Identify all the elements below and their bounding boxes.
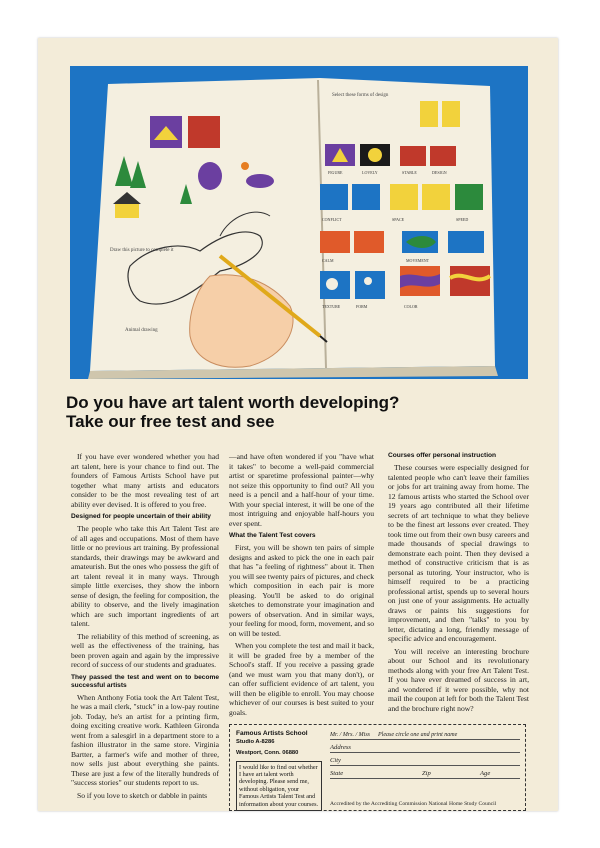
col1-subheading: Designed for people uncertain of their ability	[71, 513, 211, 520]
coupon-request-text: I would like to find out whether I have art talent worth developing. Please send me, without obligation, your Famous Artists Talent Test and information about your courses.	[236, 761, 322, 811]
accreditation-note: Accredited by the Accrediting Commission National Home Study Council	[330, 801, 497, 807]
col2-paragraph: When you complete the test and mail it back, it will be graded free by a member of the School's staff. If you receive a passing grade (and we must warn you that many don't), or can offer sufficient evidence of art talent, you will then be eligible to enroll. You may choose whichever of our courses is best suited to your goals.	[229, 641, 374, 717]
coupon-school-name: Famous Artists School	[236, 730, 308, 737]
thumbnail-label: FIGURE	[328, 170, 343, 175]
col2-subheading: What the Talent Test covers	[229, 532, 316, 539]
coupon-address: Westport, Conn. 06880	[236, 750, 299, 757]
col1-paragraph: When Anthony Fotia took the Art Talent Test, he was a mail clerk, "stuck" in a low-pay routine job. Today, he's an artist for a printing firm, doing exciting creative work. Kathleen Gironda went from a salesgirl in a department store to a fashion illustrator in the same store. Virginia Bartter, a farmer's wife and mother of three, now sells just about everything she paints. These are just a few of the literally hundreds of "success stories" our students report to us.	[71, 692, 219, 787]
headline-line-2: Take our free test and see	[66, 412, 275, 431]
col3-paragraph: These courses were especially designed for talented people who can't leave their families or jobs for art training away from home. The 12 famous artists who started the School over 19 years ago contributed all their lifetime secrets of art technique to what they believe to be the finest art lessons ever created. They took time out from their own busy careers and made thousands of special drawings to demonstrate each point. Then they devised a method of constructive criticism that is as personal as tutoring. Your instructor, who is himself required to be a practicing professional artist, spends up to several hours on just one of your assignments. He actually draws or paints his suggestions for improvement, and then "talks" to you by letter, dictating a long, friendly message of specific advice and encouragement.	[388, 463, 529, 643]
zip-label: Zip	[422, 770, 431, 777]
right-page-heading: Select these forms of design	[332, 93, 389, 98]
address-label: Address	[330, 744, 352, 751]
body-column-2	[229, 452, 374, 720]
thumbnail-label: FORM	[356, 304, 368, 309]
thumbnail-label: DESIGN	[432, 170, 447, 175]
body-column-3	[388, 452, 529, 716]
state-zip-age-field[interactable]	[330, 768, 520, 779]
coupon-form[interactable]	[330, 729, 520, 781]
col1-paragraph: So if you love to sketch or dabble in paints	[77, 790, 208, 800]
mail-in-coupon[interactable]	[229, 724, 526, 811]
art-test-booklet-photo	[70, 66, 528, 379]
col1-subheading: They passed the test and went on to become successful artists	[71, 673, 219, 689]
left-page-caption: Draw this picture to complete it	[110, 248, 174, 253]
col2-paragraph: First, you will be shown ten pairs of simple designs and asked to pick the one in each pair that has "a feeling of rightness" about it. Then you will see twenty pairs of pictures, and check which composition in each pair is more pleasing. You'll be asked to do original sketches to demonstrate your imagination and powers of observation. And in similar ways, your feeling for mood, form, movement, and so on will be tested.	[229, 543, 374, 638]
body-column-1	[71, 452, 219, 803]
salutation-note: Please circle one and print name	[378, 732, 458, 738]
thumbnail-label: TEXTURE	[322, 304, 341, 309]
coupon-studio: Studio A-8286	[236, 739, 275, 746]
city-field[interactable]	[330, 755, 520, 766]
coupon-school-info	[236, 730, 322, 811]
col3-paragraph: You will receive an interesting brochure about our School and its revolutionary methods along with your free Art Talent Test. If you have ever dreamed of success in art, and wondered if it were possible, why not mail the coupon at left for both the Talent Test and the brochure right now?	[388, 646, 529, 713]
thumbnail-label: CALM	[322, 258, 334, 263]
thumbnail-label: COLOR	[404, 304, 418, 309]
magazine-back-cover	[38, 38, 558, 811]
col3-subheading: Courses offer personal instruction	[388, 452, 497, 459]
headline-line-1: Do you have art talent worth developing?	[66, 393, 400, 412]
thumbnail-label: SPEED	[456, 217, 469, 222]
booklet-illustration	[70, 66, 528, 379]
thumbnail-label: STABLE	[402, 170, 417, 175]
ad-headline	[66, 393, 536, 431]
col1-paragraph: If you have ever wondered whether you had art talent, here is your chance to find out. The founders of Famous Artists School have put together what many artists and educators consider to be the most revealing test of art ability ever devised. It is offered to you free.	[71, 452, 219, 509]
col2-paragraph: —and have often wondered if you "have what it takes" to become a well-paid commercial artist or sparetime professional painter—why not seize this opportunity to find out? All you need is a pencil and a half-hour of your time. With your special interest, it will be one of the most intriguing and enjoyable half-hours you ever spent.	[229, 452, 374, 528]
thumbnail-label: CONFLICT	[322, 217, 342, 222]
state-label: State	[330, 770, 344, 777]
thumbnail-label: MOVEMENT	[406, 258, 430, 263]
col1-paragraph: The reliability of this method of screening, as well as the effectiveness of the training, has been proven again and again by the impressive record of success of our students and graduates.	[71, 631, 219, 669]
city-label: City	[330, 757, 341, 764]
salutation-label: Mr. / Mrs. / Miss	[330, 732, 371, 738]
bottom-caption: Animal drawing	[125, 328, 158, 333]
col1-paragraph: The people who take this Art Talent Test are of all ages and occupations. Most of them have little or no previous art training. By professional standards, their drawings may be awkward and amateurish. But the ones who possess the gift of art talent reveal it in many ways. Through simple little exercises, they show the inborn sense of design, the feeling for composition, the ability to observe, and the lively imagination which are such important ingredients of art talent.	[71, 524, 219, 628]
thumbnail-label: LOVELY	[362, 170, 378, 175]
age-label: Age	[480, 770, 491, 777]
address-field[interactable]	[330, 742, 520, 753]
thumbnail-label: SPACE	[392, 217, 405, 222]
name-field[interactable]	[330, 729, 520, 740]
